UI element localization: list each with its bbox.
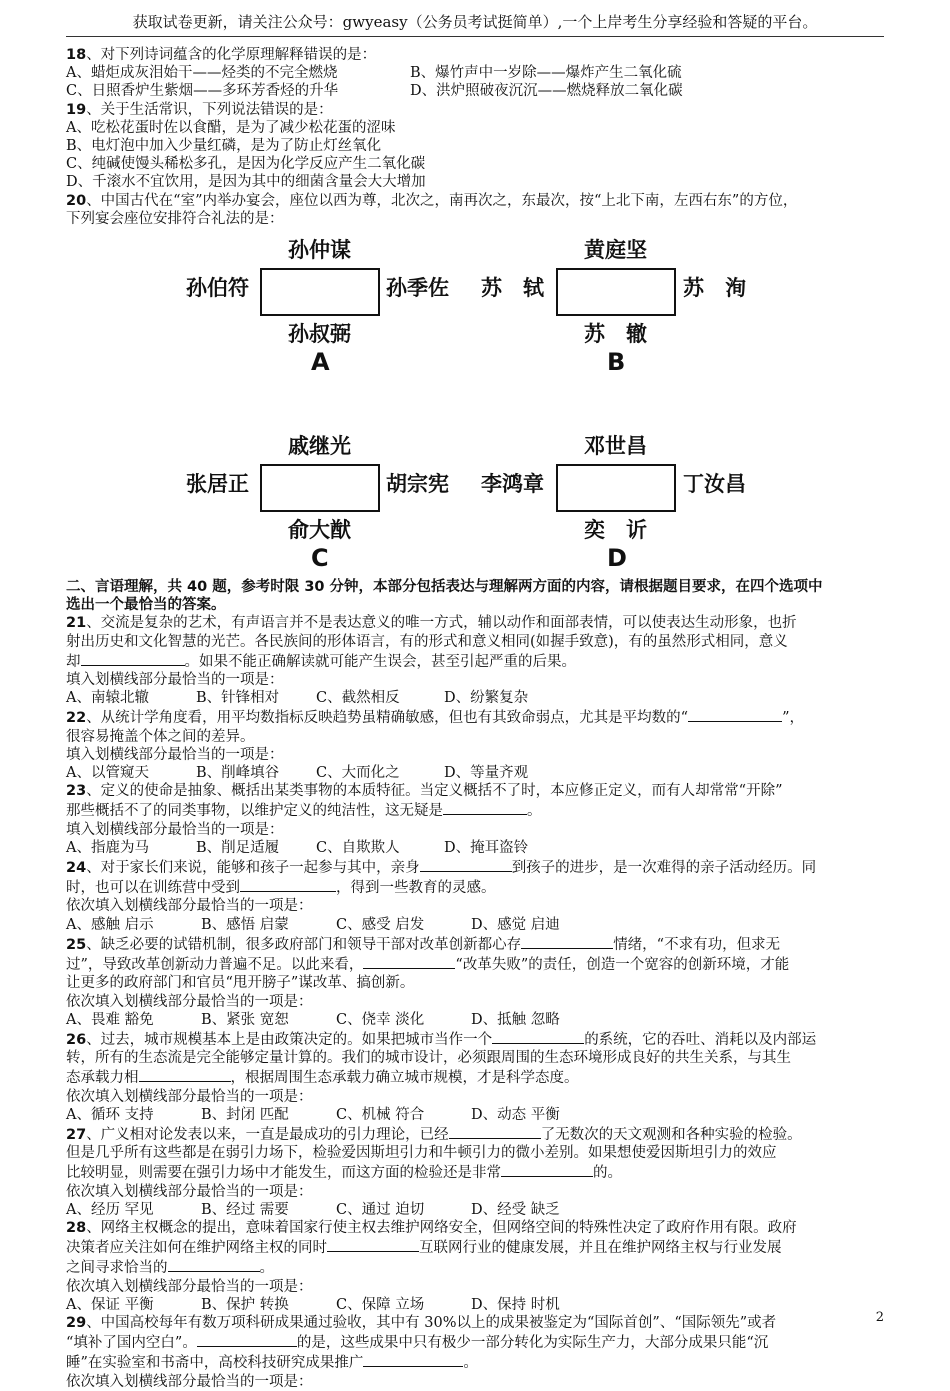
c-top-name: 戚继光 [288, 434, 351, 459]
q28-stem-3: 之间寻求恰当的 。 [66, 1257, 886, 1277]
q21-ask: 填入划横线部分最恰当的一项是： [66, 672, 284, 689]
q20-stem: 20、中国古代在“室”内举办宴会，座位以西为尊，北次之，南再次之，东最次，按“上北下南，左西右东”的方位， [66, 192, 798, 209]
q28-option-b: B、保护 转换 [201, 1296, 289, 1313]
q22-stem: 22、从统计学角度看，用平均数指标反映趋势虽精确敏感，但也有其致命弱点，尤其是平均数的“ ”， [66, 707, 886, 727]
q22-ask: 填入划横线部分最恰当的一项是： [66, 746, 284, 763]
option-a-label: A [311, 348, 330, 377]
q27-option-a: A、经历 罕见 [66, 1201, 154, 1218]
c-right-name: 胡宗宪 [386, 472, 449, 497]
q29-blank-1 [197, 1332, 297, 1347]
q18-stem: 18、对下列诗词蕴含的化学原理解释错误的是： [66, 47, 377, 63]
q29-number: 29 [66, 1314, 87, 1331]
option-d-label: D [607, 544, 627, 573]
q23-option-a: A、指鹿为马 [66, 839, 149, 856]
b-bottom-name: 苏 辙 [584, 322, 647, 347]
q25-option-a: A、畏难 豁免 [66, 1011, 154, 1028]
q27-option-c: C、通过 迫切 [336, 1201, 425, 1218]
option-b-label: B [607, 348, 626, 377]
q24-option-d: D、感觉 启迪 [471, 916, 560, 933]
q23-options [66, 839, 886, 857]
q27-blank-2 [501, 1162, 593, 1177]
q23-ask: 填入划横线部分最恰当的一项是： [66, 821, 284, 838]
page-number: 2 [875, 1310, 884, 1325]
q19-option-b: B、电灯泡中加入少量红磷，是为了防止灯丝氧化 [66, 138, 382, 155]
q28-number: 28 [66, 1219, 87, 1236]
q19-option-d: D、千滚水不宜饮用，是因为其中的细菌含量会大大增加 [66, 174, 426, 191]
q21-stem-2: 射出历史和文化智慧的光芒。各民族间的形体语言，有的形式和意义相同(如握手致意)，有的虽然形式相同，意义 [66, 633, 788, 650]
q24-option-b: B、感悟 启蒙 [201, 916, 289, 933]
q24-blank-2 [240, 877, 336, 892]
q25-number: 25 [66, 936, 87, 953]
q19-option-c: C、纯碱使馒头稀松多孔，是因为化学反应产生二氧化碳 [66, 156, 426, 173]
q24-blank-1 [420, 857, 512, 872]
c-bottom-name: 俞大猷 [288, 518, 351, 543]
b-right-name: 苏 洵 [683, 276, 746, 301]
q22-number: 22 [66, 710, 87, 727]
q22-blank [688, 707, 782, 722]
q23-option-b: B、削足适履 [196, 839, 280, 856]
q25-options [66, 1011, 886, 1029]
q25-option-c: C、侥幸 淡化 [336, 1011, 425, 1028]
q18-options-row2 [66, 82, 886, 100]
q27-ask: 依次填入划横线部分最恰当的一项是： [66, 1183, 313, 1200]
q23-number: 23 [66, 783, 87, 800]
content [66, 46, 886, 1391]
d-bottom-name: 奕 䜣 [584, 518, 647, 543]
q24-option-a: A、感触 启示 [66, 916, 154, 933]
q22-options [66, 764, 886, 782]
q26-stem-3: 态承载力相 ，根据周围生态承载力确立城市规模，才是科学态度。 [66, 1067, 886, 1087]
section-2-title-cont: 选出一个最恰当的答案。 [66, 597, 226, 614]
q25-option-d: D、抵触 忽略 [471, 1011, 560, 1028]
q25-stem-2: 过”，导致改革创新动力普遍不足。以此来看， “改革失败”的责任，创造一个宽容的创新环境，才能 [66, 954, 886, 974]
a-bottom-name: 孙叔弼 [288, 322, 351, 347]
q23-blank [443, 800, 527, 815]
q21-stem: 21、交流是复杂的艺术，有声语言并不是表达意义的唯一方式，辅以动作和面部表情，可以使表达生动形象，也折 [66, 615, 797, 632]
q21-number: 21 [66, 615, 87, 632]
q26-option-d: D、动态 平衡 [471, 1106, 560, 1123]
q24-stem: 24、对于家长们来说，能够和孩子一起参与其中，亲身 到孩子的进步，是一次难得的亲子活动经历。同 [66, 857, 886, 877]
q27-option-d: D、经受 缺乏 [471, 1201, 560, 1218]
q25-ask: 依次填入划横线部分最恰当的一项是： [66, 993, 313, 1010]
q28-option-d: D、保持 时机 [471, 1296, 560, 1313]
q27-number: 27 [66, 1126, 87, 1143]
q28-option-c: C、保障 立场 [336, 1296, 425, 1313]
q18-option-d: D、洪炉照破夜沉沉——燃烧释放二氧化碳 [410, 83, 683, 100]
a-table-box [260, 268, 380, 316]
q21-option-c: C、截然相反 [316, 690, 400, 707]
q26-ask: 依次填入划横线部分最恰当的一项是： [66, 1088, 313, 1105]
q22-option-a: A、以管窥天 [66, 765, 149, 782]
q28-blank-1 [327, 1237, 419, 1252]
q26-options [66, 1106, 886, 1124]
q18-option-a: A、蜡炬成灰泪始干——烃类的不完全燃烧 [66, 65, 338, 82]
q28-stem-2: 决策者应关注如何在维护网络主权的同时 互联网行业的健康发展，并且在维护网络主权与行业发展 [66, 1237, 886, 1257]
b-left-name: 苏 轼 [481, 276, 544, 301]
q24-options [66, 916, 886, 934]
q21-option-a: A、南辕北辙 [66, 690, 149, 707]
q27-stem-3: 比较明显，则需要在强引力场中才能发生，而这方面的检验还是非常 的。 [66, 1162, 886, 1182]
q23-stem: 23、定义的使命是抽象、概括出某类事物的本质特征。当定义概括不了时，本应修正定义，而有人却常常“开除” [66, 783, 783, 800]
q18-option-b: B、爆竹声中一岁除——爆炸产生二氧化硫 [410, 65, 682, 82]
b-table-box [556, 268, 676, 316]
q27-blank-1 [449, 1124, 541, 1139]
q21-option-b: B、针锋相对 [196, 690, 280, 707]
page-header: 获取试卷更新，请关注公众号：gwyeasy（公务员考试挺简单）,一个上岸考生分享经验和答疑的平台。 [66, 12, 884, 37]
c-left-name: 张居正 [186, 472, 249, 497]
q22-stem-2: 很容易掩盖个体之间的差异。 [66, 728, 255, 745]
q26-option-b: B、封闭 匹配 [201, 1106, 289, 1123]
q18-number: 18 [66, 47, 87, 63]
q28-option-a: A、保证 平衡 [66, 1296, 154, 1313]
q26-option-a: A、循环 支持 [66, 1106, 154, 1123]
q27-option-b: B、经过 需要 [201, 1201, 289, 1218]
a-right-name: 孙季佐 [386, 276, 449, 301]
section-2-title: 二、言语理解，共 40 题，参考时限 30 分钟，本部分包括表达与理解两方面的内容，请根据题目要求，在四个选项中 [66, 579, 823, 596]
q27-stem-2: 但是几乎所有这些都是在弱引力场下，检验爱因斯坦引力和牛顿引力的微小差别。如果想使爱因斯坦引力的效应 [66, 1145, 777, 1162]
q18-options-row1 [66, 64, 886, 82]
a-top-name: 孙仲谋 [288, 238, 351, 263]
q22-option-d: D、等量齐观 [444, 765, 529, 782]
q28-stem: 28、网络主权概念的提出，意味着国家行使主权去维护网络安全，但网络空间的特殊性决定了政府作用有限。政府 [66, 1219, 797, 1236]
c-table-box [260, 464, 380, 512]
d-table-box [556, 464, 676, 512]
q28-options [66, 1296, 886, 1314]
q26-stem-2: 转，所有的生态流是完全能够定量计算的。我们的城市设计，必须跟周围的生态环境形成良好的共生关系，与其生 [66, 1050, 791, 1067]
q29-stem-3: 睡”在实验室和书斋中，高校科技研究成果推广 。 [66, 1352, 886, 1372]
q24-number: 24 [66, 860, 87, 877]
option-c-label: C [311, 544, 329, 573]
q25-stem: 25、缺乏必要的试错机制，很多政府部门和领导干部对改革创新都心存 情绪，“不求有功，但求无 [66, 934, 886, 954]
q24-ask: 依次填入划横线部分最恰当的一项是： [66, 898, 313, 915]
q26-stem: 26、过去，城市规模基本上是由政策决定的。如果把城市当作一个 的系统，它的吞吐、消耗以及内部运 [66, 1029, 886, 1049]
q28-ask: 依次填入划横线部分最恰当的一项是： [66, 1278, 313, 1295]
q24-option-c: C、感受 启发 [336, 916, 425, 933]
q26-blank-2 [139, 1067, 231, 1082]
q19-stem: 19、关于生活常识，下列说法错误的是： [66, 101, 333, 118]
q25-option-b: B、紧张 宽恕 [201, 1011, 289, 1028]
q22-option-c: C、大而化之 [316, 765, 400, 782]
q23-stem-2: 那些概括不了的同类事物，以维护定义的纯洁性，这无疑是 。 [66, 800, 886, 820]
q25-stem-3: 让更多的政府部门和官员“甩开膀子”谋改革、搞创新。 [66, 975, 415, 992]
q26-number: 26 [66, 1031, 87, 1048]
b-top-name: 黄庭坚 [584, 238, 647, 263]
q20-stem-cont: 下列宴会座位安排符合礼法的是： [66, 210, 284, 227]
q27-options [66, 1201, 886, 1219]
q26-blank-1 [492, 1029, 584, 1044]
q21-stem-3: 却 。如果不能正确解读就可能产生误会，甚至引起严重的后果。 [66, 651, 886, 671]
d-right-name: 丁汝昌 [683, 472, 746, 497]
q21-blank [81, 651, 185, 666]
a-left-name: 孙伯符 [186, 276, 249, 301]
q28-blank-2 [168, 1257, 260, 1272]
q23-option-d: D、掩耳盗铃 [444, 839, 529, 856]
q25-blank-2 [363, 954, 455, 969]
d-left-name: 李鸿章 [481, 472, 544, 497]
q29-stem-2: “填补了国内空白”。 的是，这些成果中只有极少一部分转化为实际生产力，大部分成果只能“沉 [66, 1332, 886, 1352]
q29-ask: 依次填入划横线部分最恰当的一项是： [66, 1373, 313, 1390]
q23-option-c: C、自欺欺人 [316, 839, 400, 856]
q29-blank-2 [363, 1352, 463, 1367]
q27-stem: 27、广义相对论发表以来，一直是最成功的引力理论，已经 了无数次的天文观测和各种实验的检验。 [66, 1124, 886, 1144]
q22-option-b: B、削峰填谷 [196, 765, 280, 782]
q19-option-a: A、吃松花蛋时佐以食醋，是为了减少松花蛋的涩味 [66, 119, 396, 136]
q18-option-c: C、日照香炉生紫烟——多环芳香烃的升华 [66, 83, 339, 100]
q25-blank-1 [521, 934, 613, 949]
q21-options [66, 689, 886, 707]
q21-option-d: D、纷繁复杂 [444, 690, 529, 707]
seating-diagram [66, 228, 886, 578]
q20-number: 20 [66, 192, 87, 209]
q19-number: 19 [66, 101, 87, 118]
q26-option-c: C、机械 符合 [336, 1106, 425, 1123]
d-top-name: 邓世昌 [584, 434, 647, 459]
q24-stem-2: 时，也可以在训练营中受到 ，得到一些教育的灵感。 [66, 877, 886, 897]
q29-stem: 29、中国高校每年有数万项科研成果通过验收，其中有 30%以上的成果被鉴定为“国际首创”、“国际领先”或者 [66, 1314, 777, 1331]
